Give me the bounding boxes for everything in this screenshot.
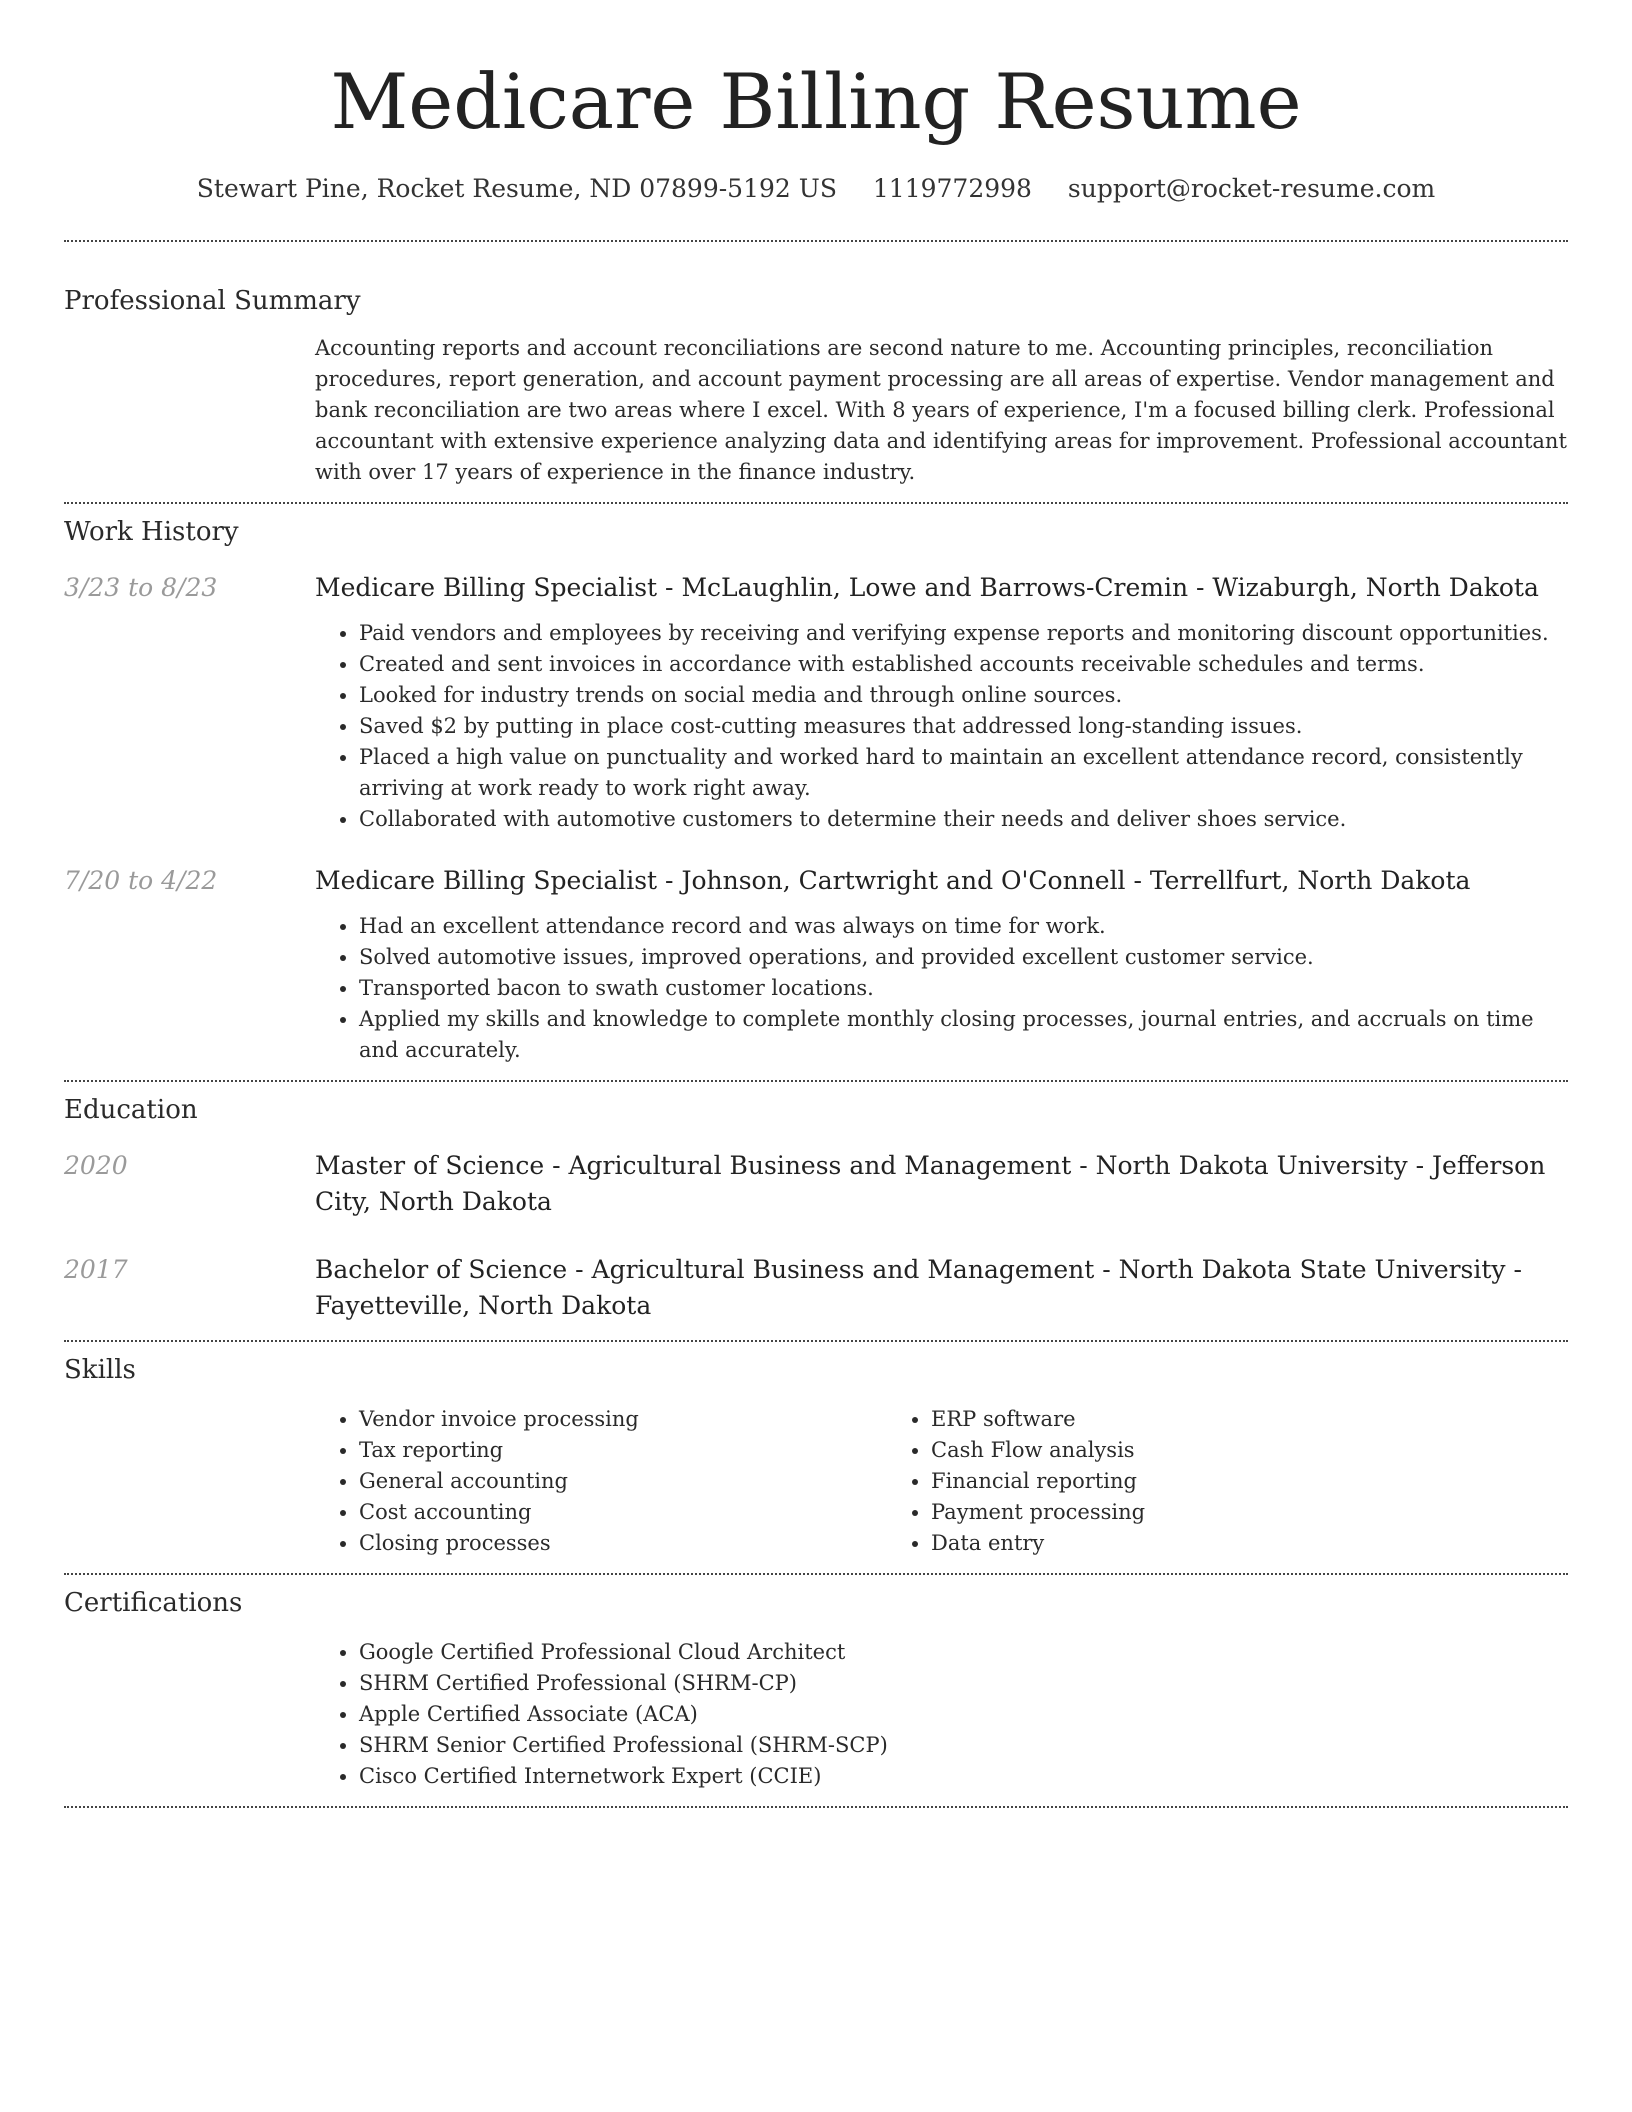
summary-section — [64, 242, 1568, 488]
job-dates: 3/23 to 8/23 — [64, 573, 218, 602]
job-location: Terrellfurt, North Dakota — [1149, 866, 1471, 895]
list-item: • Placed a high value on punctuality and worked hard to maintain an excellent attendance record, consistently arriving at work ready to work right away. — [359, 742, 1568, 804]
job-dates: 7/20 to 4/22 — [64, 866, 218, 895]
list-item: • Closing processes — [359, 1528, 887, 1559]
resume-header — [64, 0, 1568, 206]
work-history-heading: Work History — [64, 517, 239, 547]
list-item: • Paid vendors and employees by receiving and verifying expense reports and monitoring discount opportunities. — [359, 618, 1568, 649]
contact-email: support@rocket-resume.com — [1067, 174, 1436, 203]
list-item: • SHRM Certified Professional (SHRM-CP) — [359, 1668, 1568, 1699]
education-location: Jefferson City, North Dakota — [315, 1151, 1546, 1216]
list-item: • Cisco Certified Internetwork Expert (CCIE) — [359, 1761, 1568, 1792]
education-heading-line: Bachelor of Science - Agricultural Business and Management - North Dakota State University - Fayetteville, North Dakota — [315, 1255, 1522, 1320]
list-item: • Google Certified Professional Cloud Architect — [359, 1637, 1568, 1668]
education-year: 2020 — [64, 1151, 128, 1180]
certifications-section — [64, 1575, 1568, 1792]
contact-address: Stewart Pine, Rocket Resume, ND 07899-5192 US — [196, 174, 837, 203]
work-history-section — [64, 504, 1568, 1066]
education-heading: Education — [64, 1095, 198, 1125]
list-item: • Transported bacon to swath customer locations. — [359, 973, 1568, 1004]
list-item: • SHRM Senior Certified Professional (SHRM-SCP) — [359, 1730, 1568, 1761]
job-bullets — [315, 911, 1568, 1066]
job-entry — [64, 570, 1568, 835]
education-field: Agricultural Business and Management — [591, 1255, 1095, 1284]
job-location: Wizaburgh, North Dakota — [1212, 573, 1539, 602]
list-item: • Applied my skills and knowledge to complete monthly closing processes, journal entries, and accruals on time and accurately. — [359, 1004, 1568, 1066]
list-item: • Payment processing — [931, 1497, 1145, 1528]
education-entry — [64, 1148, 1568, 1220]
list-item: • Financial reporting — [931, 1466, 1145, 1497]
list-item: • Created and sent invoices in accordance with established accounts receivable schedules and terms. — [359, 649, 1568, 680]
list-item: • Data entry — [931, 1528, 1145, 1559]
list-item: • Looked for industry trends on social media and through online sources. — [359, 680, 1568, 711]
list-item: • Tax reporting — [359, 1435, 887, 1466]
summary-text: Accounting reports and account reconciliations are second nature to me. Accounting principles, reconciliation procedures, report generation, and account payment processing are all areas of expertise. Vendor management and bank reconciliation are two areas where I excel. With 8 years of experience, I'm a focused billing clerk. Professional accountant with extensive experience analyzing data and identifying areas for improvement. Professional accountant with over 17 years of experience in the finance industry. — [315, 336, 1567, 484]
education-degree: Bachelor of Science — [315, 1255, 568, 1284]
skills-grid — [315, 1404, 1568, 1559]
skills-list-left — [315, 1404, 887, 1559]
education-field: Agricultural Business and Management — [568, 1151, 1072, 1180]
contact-phone: 1119772998 — [872, 174, 1032, 203]
certifications-list — [315, 1637, 1568, 1792]
job-heading: Medicare Billing Specialist - Johnson, Cartwright and O'Connell - Terrellfurt, North Dakota — [315, 866, 1471, 895]
list-item: • Apple Certified Associate (ACA) — [359, 1699, 1568, 1730]
list-item: • Saved $2 by putting in place cost-cutting measures that addressed long-standing issues. — [359, 711, 1568, 742]
education-entry — [64, 1252, 1568, 1324]
job-entry — [64, 863, 1568, 1066]
job-heading: Medicare Billing Specialist - McLaughlin, Lowe and Barrows-Cremin - Wizaburgh, North Dakota — [315, 573, 1539, 602]
job-bullets — [315, 618, 1568, 835]
summary-heading: Professional Summary — [64, 286, 361, 316]
education-section — [64, 1082, 1568, 1324]
list-item: • Vendor invoice processing — [359, 1404, 887, 1435]
list-item: • General accounting — [359, 1466, 887, 1497]
list-item: • Cost accounting — [359, 1497, 887, 1528]
education-school: North Dakota State University — [1118, 1255, 1506, 1284]
list-item: • Collaborated with automotive customers to determine their needs and deliver shoes service. — [359, 804, 1568, 835]
job-role: Medicare Billing Specialist — [315, 866, 658, 895]
job-company: Johnson, Cartwright and O'Connell — [681, 866, 1126, 895]
skills-section — [64, 1342, 1568, 1559]
section-divider — [64, 1806, 1568, 1808]
certifications-heading: Certifications — [64, 1588, 243, 1618]
education-degree: Master of Science — [315, 1151, 545, 1180]
education-location: Fayetteville, North Dakota — [315, 1291, 652, 1320]
job-role: Medicare Billing Specialist — [315, 573, 658, 602]
skills-list-right — [887, 1404, 1145, 1559]
education-school: North Dakota University — [1095, 1151, 1408, 1180]
education-heading-line: Master of Science - Agricultural Business and Management - North Dakota University - Jefferson City, North Dakota — [315, 1151, 1546, 1216]
skills-heading: Skills — [64, 1355, 136, 1385]
list-item: • Solved automotive issues, improved operations, and provided excellent customer service. — [359, 942, 1568, 973]
list-item: • ERP software — [931, 1404, 1145, 1435]
list-item: • Cash Flow analysis — [931, 1435, 1145, 1466]
education-year: 2017 — [64, 1255, 128, 1284]
contact-line — [64, 172, 1568, 206]
list-item: • Had an excellent attendance record and was always on time for work. — [359, 911, 1568, 942]
resume-title: Medicare Billing Resume — [330, 57, 1302, 146]
job-company: McLaughlin, Lowe and Barrows-Cremin — [681, 573, 1189, 602]
